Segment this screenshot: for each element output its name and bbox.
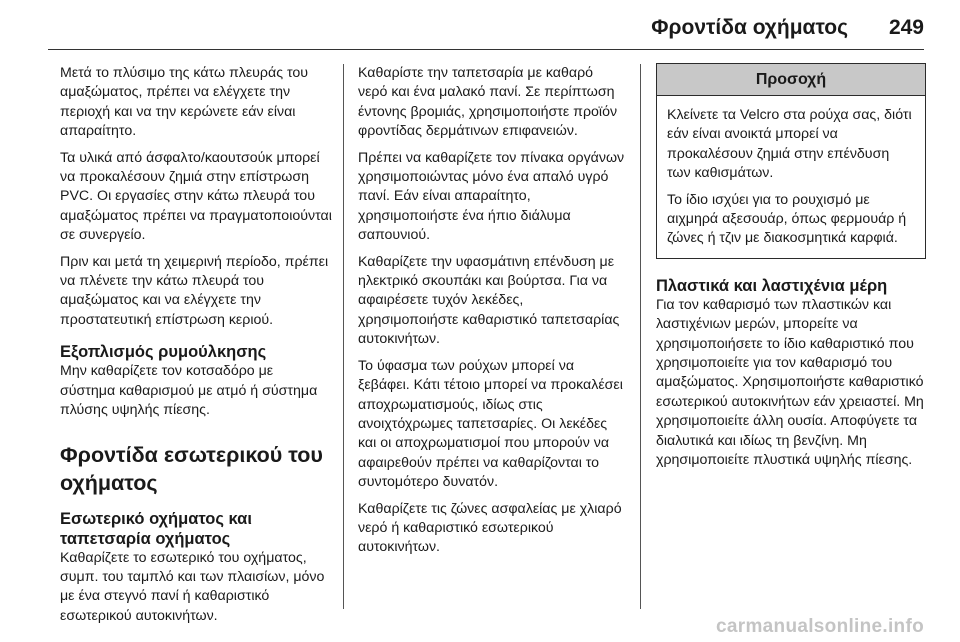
instrument-panel-paragraph: Πρέπει να καθαρίζετε τον πίνακα οργάνων χρησιμοποιώντας μόνο ένα απαλό υγρό πανί. Εάν είναι απαραίτητο, χρησιμοποιήστε ένα ήπιο διάλυμα σαπουνιού. — [358, 149, 625, 244]
discoloration-paragraph: Το ύφασμα των ρούχων μπορεί να ξεβάφει. Κάτι τέτοιο μπορεί να προκαλέσει αποχρωματισμούς, ιδίως στις ανοιχτόχρωμες ταπετσαρίες. Οι λεκέδες και οι αποχρωματισμοί που μπορούν να αφαιρεθούν πρέπει να καθαρίζονται το συντομότερο δυνατόν. — [358, 357, 623, 491]
winter-paragraph: Πριν και μετά τη χειμερινή περίοδο, πρέπει να πλένετε την κάτω πλευρά του αμαξώματος και να ελέγχετε την προστατευτική επίστρωση κεριού. — [60, 253, 329, 328]
caution-title: Προσοχή — [657, 64, 925, 96]
caution-box — [656, 63, 926, 259]
plastic-heading: Πλαστικά και λαστιχένια μέρη — [656, 276, 888, 295]
towing-paragraph: Μην καθαρίζετε τον κοτσαδόρο με σύστημα καθαρισμού με ατμό ή σύστημα πλύσης υψηλής πίεσης. — [60, 363, 318, 419]
right-column — [656, 64, 926, 478]
towing-heading: Εξοπλισμός ρυμούλκησης — [60, 343, 267, 362]
interior-heading: Εσωτερικό οχήματος και ταπετσαρία οχήματος — [60, 509, 252, 548]
page-number: 249 — [888, 16, 924, 39]
fabric-paragraph: Καθαρίζετε την υφασμάτινη επένδυση με ηλεκτρικό σκουπάκι και βούρτσα. Για να αφαιρέσετε τυχόν λεκέδες, χρησιμοποιήστε καθαριστικό ταπετσαρίας αυτοκινήτων. — [358, 253, 620, 348]
caution-paragraph-accessories: Το ίδιο ισχύει για το ρουχισμό με αιχμηρά αξεσουάρ, όπως φερμουάρ ή ζώνες ή τζιν με διακοσμητικά καρφιά. — [667, 191, 907, 247]
header-rule — [48, 49, 924, 50]
middle-column — [358, 64, 626, 565]
left-column — [60, 64, 332, 633]
seatbelt-paragraph: Καθαρίζετε τις ζώνες ασφαλείας με χλιαρό νερό ή καθαριστικό εσωτερικού αυτοκινήτων. — [358, 500, 622, 556]
column-divider-right — [640, 64, 641, 609]
pvc-paragraph: Τα υλικά από άσφαλτο/καουτσούκ μπορεί να προκαλέσουν ζημιά στην επίστρωση PVC. Οι εργασίες στην κάτω πλευρά του αμαξώματος πρέπει να πραγματοποιούνται σε συνεργείο. — [60, 149, 332, 244]
interior-paragraph: Καθαρίζετε το εσωτερικό του οχήματος, συμπ. του ταμπλό και των πλαισίων, μόνο με ένα στεγνό πανί ή καθαριστικό εσωτερικού αυτοκινήτων. — [60, 549, 325, 624]
header-title: Φροντίδα οχήματος — [651, 16, 848, 39]
column-divider-left — [343, 64, 344, 609]
page-header — [0, 0, 960, 50]
upholstery-paragraph: Καθαρίστε την ταπετσαρία με καθαρό νερό και ένα μαλακό πανί. Σε περίπτωση έντονης βρομιάς, χρησιμοποιήστε προϊόν φροντίδας δερμάτινων επιφανειών. — [358, 65, 618, 140]
caution-body — [657, 96, 925, 258]
plastic-paragraph: Για τον καθαρισμό των πλαστικών και λαστιχένιων μερών, μπορείτε να χρησιμοποιήσετε το ίδιο καθαριστικό που χρησιμοποιείτε για τον καθαρισμό του αμαξώματος. Χρησιμοποιήστε καθαριστικό εσωτερικού αυτοκινήτων εάν χρειαστεί. Μη χρησιμοποιείτε άλλη ουσία. Αποφύγετε τα διαλυτικά και ιδίως τη βενζίνη. Μη χρησιμοποιείτε πλυστικά υψηλής πίεσης. — [656, 296, 924, 469]
caution-paragraph-velcro: Κλείνετε τα Velcro στα ρούχα σας, διότι εάν είναι ανοικτά μπορεί να προκαλέσουν ζημιά στην επένδυση των καθισμάτων. — [667, 107, 912, 182]
underbody-paragraph: Μετά το πλύσιμο της κάτω πλευράς του αμαξώματος, πρέπει να ελέγχετε την περιοχή και να την κερώνετε εάν είναι απαραίτητο. — [60, 65, 309, 140]
watermark: carmanualsonline.info — [716, 616, 924, 637]
chapter-heading: Φροντίδα εσωτερικού του οχήματος — [60, 442, 323, 495]
